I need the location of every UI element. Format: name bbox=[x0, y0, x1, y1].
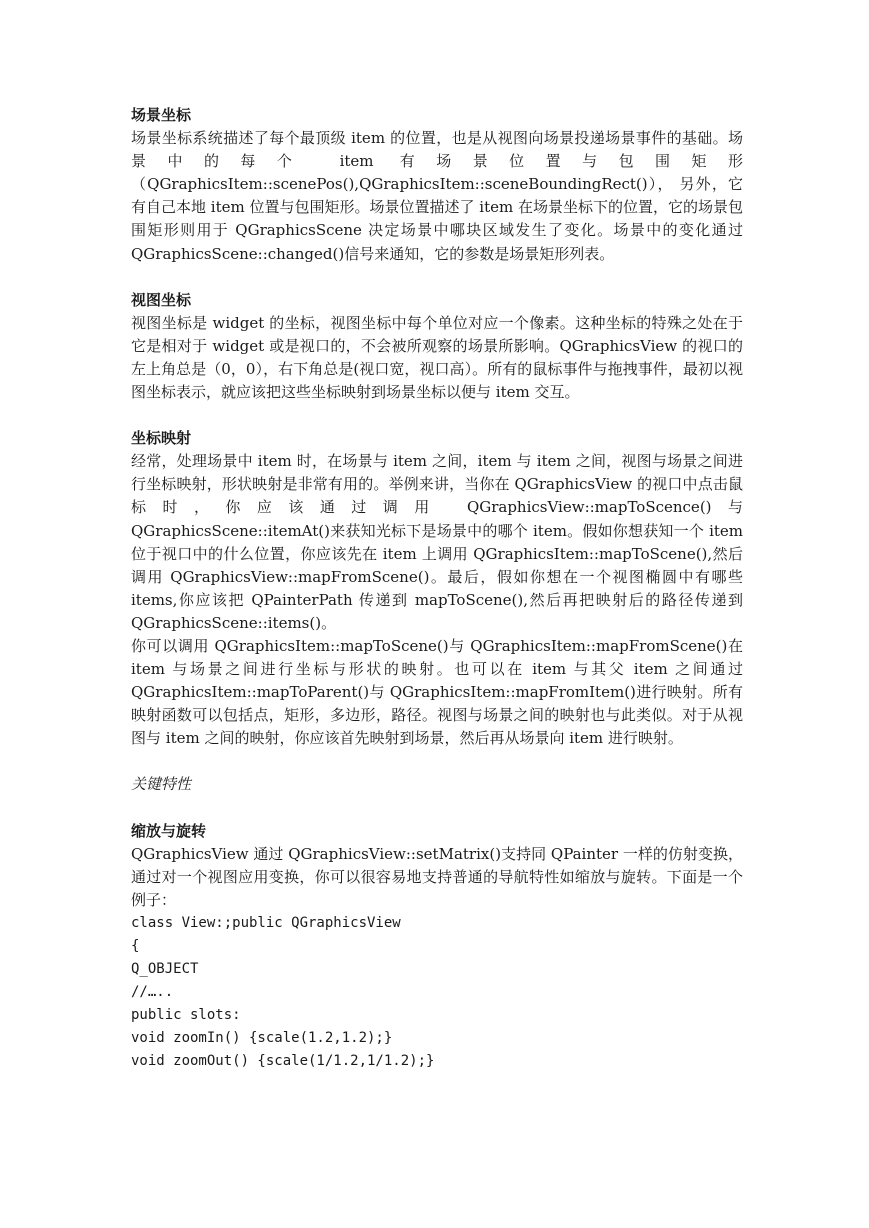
section-body-coord-mapping: 经常，处理场景中 item 时，在场景与 item 之间，item 与 item 之间，视图与场景之间进行坐标映射，形状映射是非常有用的。举例来讲，当你在 QGraphicsView 的视口中点击鼠标时，你应该通过调用 QGraphicsView::mapToScence()与 QGraphicsScene::itemAt()来获知光标下是场景中的哪个 item。假如你想获知一个 item 位于视口中的什么位置，你应该先在 item 上调用 QGraphicsItem::mapToScene(),然后调用 QGraphicsView::mapFromScene()。最后，假如你想在一个视图椭圆中有哪些 items,你应该把 QPainterPath 传递到 mapToScene(),然后再把映射后的路径传递到 QGraphicsScene::items()。 bbox=[131, 452, 743, 632]
code-line: public slots: bbox=[131, 1007, 241, 1024]
section-heading-scene-coords: 场景坐标 bbox=[131, 106, 192, 124]
code-line: void zoomIn() {scale(1.2,1.2);} bbox=[131, 1030, 393, 1047]
section-heading-coord-mapping: 坐标映射 bbox=[131, 429, 192, 448]
code-line: Q_OBJECT bbox=[131, 961, 199, 978]
spacer bbox=[131, 750, 743, 773]
code-line: void zoomOut() {scale(1/1.2,1/1.2);} bbox=[131, 1053, 435, 1070]
spacer bbox=[131, 797, 743, 820]
code-line: class View:;public QGraphicsView bbox=[131, 914, 401, 931]
spacer bbox=[131, 266, 743, 289]
code-line: //….. bbox=[131, 984, 174, 1001]
section-heading-view-coords: 视图坐标 bbox=[131, 290, 192, 309]
section-heading-zoom-rotate: 缩放与旋转 bbox=[131, 821, 207, 840]
code-block bbox=[131, 912, 743, 1074]
code-line: { bbox=[131, 938, 140, 954]
section-body-coord-mapping-2: 你可以调用 QGraphicsItem::mapToScene()与 QGraphicsItem::mapFromScene()在 item 与场景之间进行坐标与形状的映射。也可以在 item 与其父 item 之间通过 QGraphicsItem::mapToParent()与 QGraphicsItem::mapFromItem()进行映射。所有映射函数可以包括点，矩形，多边形，路径。视图与场景之间的映射也与此类似。对于从视图与 item 之间的映射，你应该首先映射到场景，然后再从场景向 item 进行映射。 bbox=[131, 636, 743, 748]
spacer bbox=[131, 404, 743, 427]
section-body-scene-coords: 场景坐标系统描述了每个最顶级 item 的位置，也是从视图向场景投递场景事件的基础。场景中的每个 item 有场景位置与包围矩形（QGraphicsItem::scenePos(),QGraphicsItem::sceneBoundingRect()）， 另外，它有自己本地 item 位置与包围矩形。场景位置描述了 item 在场景坐标下的位置，它的场景包围矩形则用于 QGraphicsScene 决定场景中哪块区域发生了变化。场景中的变化通过 QGraphicsScene::changed()信号来通知，它的参数是场景矩形列表。 bbox=[131, 129, 743, 263]
key-features-label: 关键特性 bbox=[131, 775, 192, 794]
section-body-zoom-rotate: QGraphicsView 通过 QGraphicsView::setMatrix()支持同 QPainter 一样的仿射变换，通过对一个视图应用变换，你可以很容易地支持普通的导航特性如缩放与旋转。下面是一个例子： bbox=[131, 844, 743, 909]
section-body-view-coords: 视图坐标是 widget 的坐标，视图坐标中每个单位对应一个像素。这种坐标的特殊之处在于它是相对于 widget 或是视口的，不会被所观察的场景所影响。QGraphicsView 的视口的左上角总是（0，0），右下角总是(视口宽，视口高）。所有的鼠标事件与拖拽事件，最初以视图坐标表示，就应该把这些坐标映射到场景坐标以便与 item 交互。 bbox=[131, 313, 743, 402]
document-content bbox=[131, 104, 743, 1074]
